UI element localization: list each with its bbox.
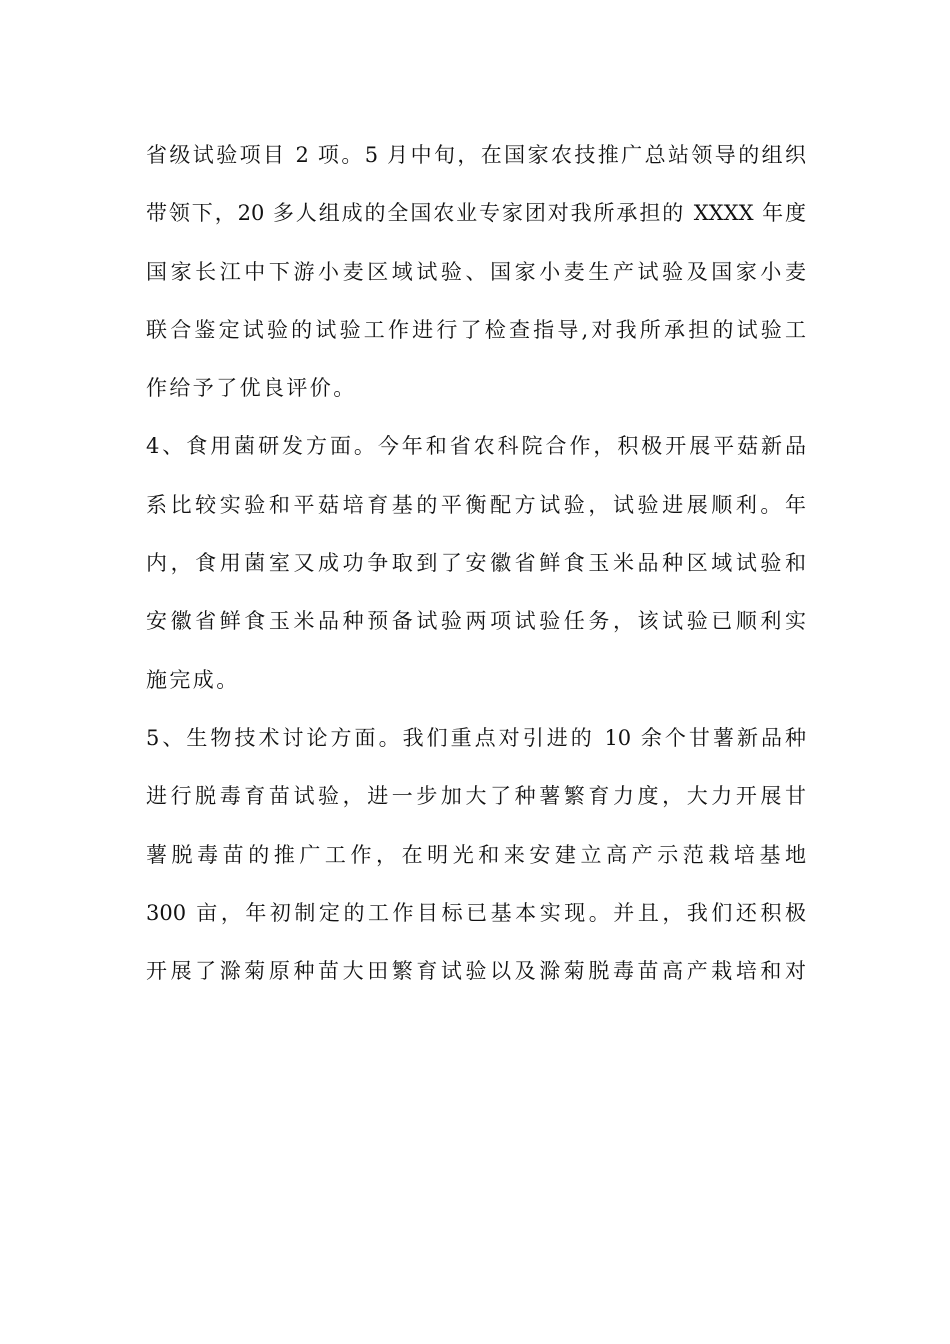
text-line: 施完成。	[146, 667, 240, 692]
text-line: 内，食用菌室又成功争取到了安徽省鲜食玉米品种区域试验和	[146, 551, 806, 576]
text-line: 薯脱毒苗的推广工作，在明光和来安建立高产示范栽培基地	[146, 842, 806, 867]
document-body	[146, 126, 806, 1000]
text-line: 进行脱毒育苗试验，进一步加大了种薯繁育力度，大力开展甘	[146, 784, 806, 809]
text-line: 4、食用菌研发方面。今年和省农科院合作，积极开展平菇新品	[146, 434, 806, 459]
text-line: 300 亩，年初制定的工作目标已基本实现。并且，我们还积极	[146, 900, 806, 925]
text-line: 系比较实验和平菇培育基的平衡配方试验，试验进展顺利。年	[146, 492, 806, 517]
text-line: 5、生物技术讨论方面。我们重点对引进的 10 余个甘薯新品种	[146, 725, 806, 750]
text-line: 联合鉴定试验的试验工作进行了检查指导,对我所承担的试验工	[146, 317, 806, 342]
text-line: 省级试验项目 2 项。5 月中旬，在国家农技推广总站领导的组织	[146, 143, 806, 167]
text-line: 作给予了优良评价。	[146, 376, 357, 401]
text-line: 国家长江中下游小麦区域试验、国家小麦生产试验及国家小麦	[146, 259, 806, 284]
text-line: 开展了滁菊原种苗大田繁育试验以及滁菊脱毒苗高产栽培和对	[146, 959, 806, 984]
text-line: 带领下，20 多人组成的全国农业专家团对我所承担的 XXXX 年度	[146, 201, 806, 226]
text-line: 安徽省鲜食玉米品种预备试验两项试验任务，该试验已顺利实	[146, 609, 806, 634]
